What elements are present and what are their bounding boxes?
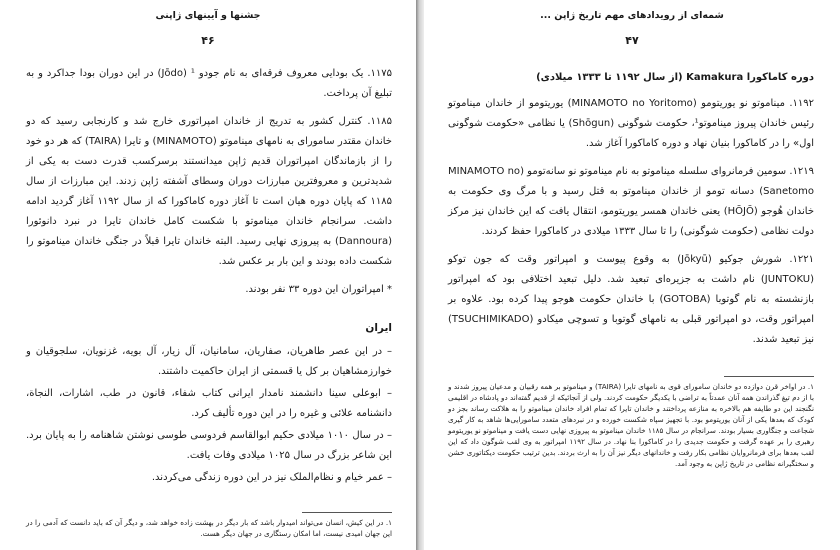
list-item: – در این عصر طاهریان، صفاریان، سامانیان، آل زیار، آل بویه، غزنویان، سلجوقیان و خوارزمشاهیان بر کل یا قسمتی از ایران حاکمیت داشتند. [26, 346, 392, 377]
footnote-rule [724, 376, 814, 377]
book-gutter [416, 0, 424, 550]
list-item: – عمر خیام و نظام‌الملک نیز در این دوره زندگی می‌کردند. [151, 472, 392, 483]
paragraph-1192: ۱۱۹۲. میناموتو نو یوریتومو (MINAMOTO no Yoritomo) یوریتومو از خاندان میناموتو رئیس خاندان پیروز میناموتو¹، حکومت شوگونی (Shōgun) یا نظامی «حکومت شوگونی اول» را در کاماکورا بنیان نهاد و دوره کاماکورا آغاز شد. [448, 98, 814, 149]
left-page-body [26, 64, 392, 490]
period-title: دوره کاماکورا Kamakura (از سال ۱۱۹۲ تا ۱۳۳۳ میلادی) [536, 72, 814, 83]
section-title-iran: ایران [365, 322, 392, 334]
page-number-right: ۴۷ [625, 34, 639, 47]
left-footnotes [26, 512, 392, 539]
emperors-note: * امپراتوران این دوره ۳۳ نفر بودند. [245, 284, 392, 295]
running-head-right: شمه‌ای از رویدادهای مهم تاریخ ژاپن ... [540, 10, 724, 21]
left-page [0, 0, 416, 550]
right-page-body [448, 64, 814, 358]
right-footnotes [448, 376, 814, 469]
paragraph-1219: ۱۲۱۹. سومین فرمانروای سلسله میناموتو به نام میناموتو نو سانه‌تومو (MINAMOTO no Sanetomo) دسانه تومو از خاندان میناموتو به قتل رسید و با مرگ وی حکومت به خاندان هُوجو (HŌJŌ) یعنی خاندان همسر یوریتومو، انتقال یافت که این خاندان نیز مرکز دولت نظامی (حکومت شوگونی) را تا سال ۱۳۳۳ میلادی در کاماکورا حفظ کردند. [448, 166, 814, 237]
list-item: – در سال ۱۰۱۰ میلادی حکیم ابوالقاسم فردوسی طوسی نوشتن شاهنامه را به پایان برد. این شاعر بزرگ در سال ۱۰۲۵ میلادی وفات یافت. [26, 430, 393, 461]
footnote-rule [302, 512, 392, 513]
paragraph-1175: ۱۱۷۵. یک بودایی معروف فرقه‌ای به نام جودو ¹ (Jōdo) در این دوران بودا جداکرد و به تبلیغ آن پرداخت. [26, 68, 393, 99]
page-number-left: ۴۶ [201, 34, 215, 47]
paragraph-1221: ۱۲۲۱. شورش جوکیو (Jōkyū) به وقوع پیوست و امپراتور وقت که جون توکو (JUNTOKU) نام داشت به جزیره‌ای تبعید شد. دلیل تبعید اختلافی بود که امپراتور بازنشسته به نام گوتوبا (GOTOBA) با خاندان حکومت هوجو پیدا کرده بود. علاوه بر امپراتور وقت، دو امپراتور قبلی به نامهای گوتوبا و تسوچی میکادو (TSUCHIMIKADO) نیز تبعید شدند. [448, 254, 814, 345]
list-item: – ابوعلی سینا دانشمند نامدار ایرانی کتاب شفاء، قانون در طب، اشارات، النجاة، دانشنامه علائی و غیره را در این دوره تألیف کرد. [26, 388, 392, 419]
right-page [424, 0, 840, 550]
footnote-1: ۱. در اواخر قرن دوازده دو خاندان سامورای قوی به نامهای تایرا (TAIRA) و میناموتو بر همه رقبیان و مدعیان پیروز شدند و با از دم تیغ گذراندن همه آنان عمدتاً به تراضی با یکدیگر حکومت کردند. ولی از آنجائیکه از قدیم گفته‌اند دو پادشاه در اقلیمی نگنجند این دو طایفه هم بالاخره به منازعه پرداختند و خاندان تایرا که تمام افراد خاندان میناموتو را به هلاکت رساند بجز دو کودک که بعدها یکی از آنان یوریتومو بود. با تجهیز سپاه شکست خورده و در نبردهای متعدد سامورایی‌ها شاهد به کار گیری شجاعت و جنگاوری بسیار بودند. سرانجام در سال ۱۱۸۵ خاندان میناموتو به پیروزی نهایی دست یافت و میناموتو نو یوریتومو رهبری را بر عهده گرفت و حکومت جدیدی را در کاماکورا بنا نهاد. در سال ۱۱۹۲ امپراتور به وی لقب شوگون داد که این لقب بعدها برای فرمانروایان نظامی بکار رفت و خاندانهای دیگر نیز آن را به ارث بردند. بدین ترتیب حکومت دیکتاتوری خشن و سختگیرانه نظامی در تاریخ ژاپن به وجود آمد. [448, 382, 815, 468]
footnote-1: ۱. در این کیش، انسان می‌تواند امیدوار باشد که بار دیگر در بهشت زاده خواهد شد، و دیگر آن که باید دانست که آدمی را در این جهان امیدی نیست، اما امکان رستگاری در جهان دیگر هست. [26, 518, 392, 538]
running-head-left: جشنها و آیینهای ژاپنی [155, 10, 261, 21]
paragraph-1185: ۱۱۸۵. کنترل کشور به تدریج از خاندان امپراتوری خارج شد و کارنجابی رسید که دو خاندان مقتدر سامورای به نامهای میناموتو (MINAMOTO) و تایرا (TAIRA) که هر دو خود را از بازماندگان امپراتوران قدیم ژاپن میدانستند برسرکسب قدرت دست به یکی از شدیدترین و معروفترین مبارزات دوران وسطای آشفته ژاپن زدند. این مبارزات از سال ۱۱۸۵ که پایان دوره هیان است تا آغاز دوره کاماکورا که از سال ۱۱۹۲ آغاز گردید ادامه داشت. سرانجام خاندان میناموتو با شکست کامل خاندان تایرا در نبرد دانوئورا (Dannoura) به پیروزی نهایی رسید. البته خاندان تایرا قبلاً در جنگی خاندان میناموتو را شکست داده بودند و این بار بر عکس شد. [26, 116, 392, 267]
